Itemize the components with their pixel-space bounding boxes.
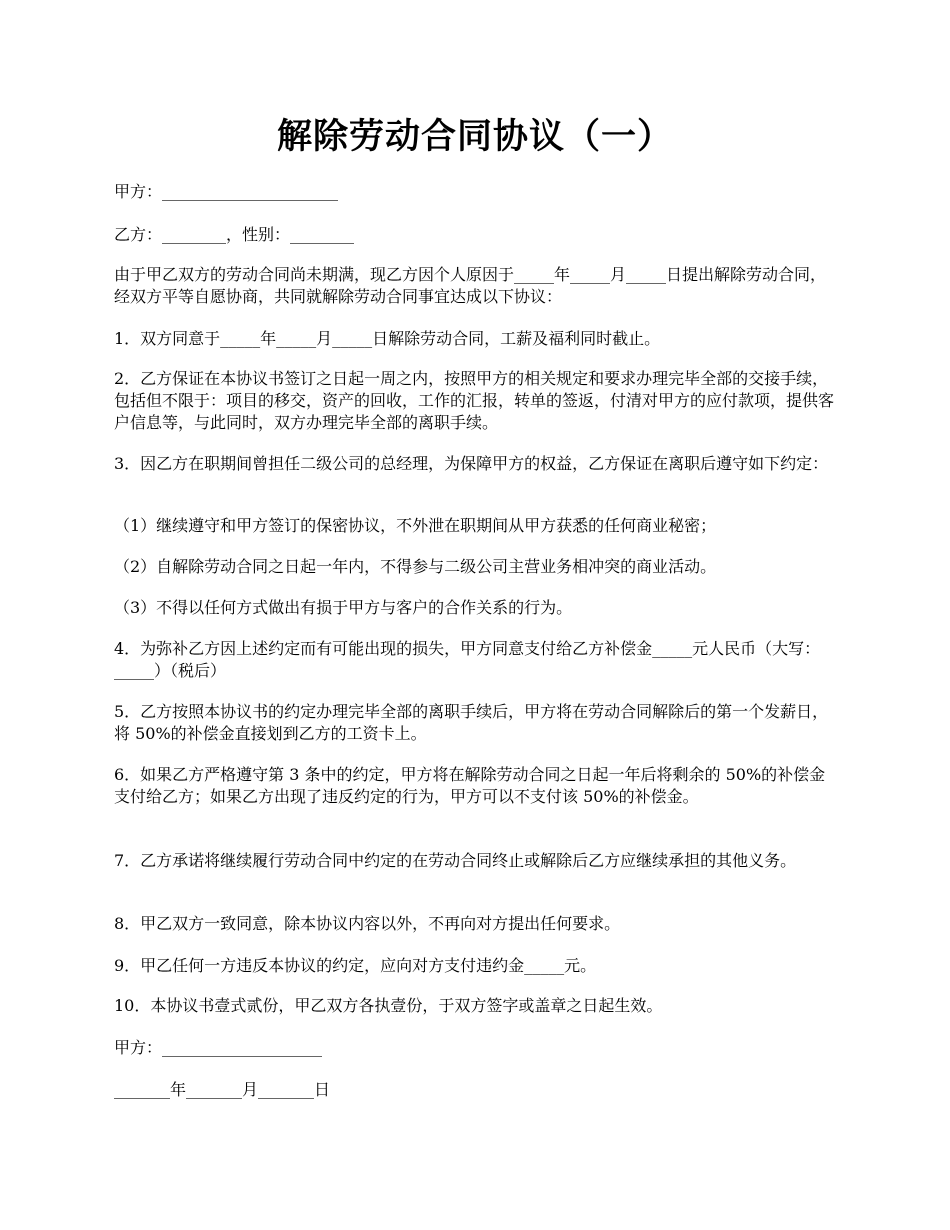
clause-7: 7．乙方承诺将继续履行劳动合同中约定的在劳动合同终止或解除后乙方应继续承担的其他义务。 <box>114 851 797 870</box>
clause-3-item-2: （2）自解除劳动合同之日起一年内，不得参与二级公司主营业务相冲突的商业活动。 <box>114 557 717 576</box>
clause-5: 5．乙方按照本协议书的约定办理完毕全部的离职手续后，甲方将在劳动合同解除后的第一个发薪日，将 50%的补偿金直接划到乙方的工资卡上。 <box>114 702 829 743</box>
clause-3-item-1: （1）继续遵守和甲方签订的保密协议，不外泄在职期间从甲方获悉的任何商业秘密； <box>114 516 717 535</box>
clause-2: 2．乙方保证在本协议书签订之日起一周之内，按照甲方的相关规定和要求办理完毕全部的交接手续，包括但不限于：项目的移交，资产的回收，工作的汇报，转单的签返，付清对甲方的应付款项，提供客户信息等，与此同时，双方办理完毕全部的离职手续。 <box>114 369 835 432</box>
clause-3: 3．因乙方在职期间曾担任二级公司的总经理，为保障甲方的权益，乙方保证在离职后遵守如下约定： <box>114 454 829 473</box>
party-b-line: 乙方：________，性别：________ <box>114 225 355 244</box>
clause-6: 6．如果乙方严格遵守第 3 条中的约定，甲方将在解除劳动合同之日起一年后将剩余的 50%的补偿金支付给乙方；如果乙方出现了违反约定的行为，甲方可以不支付该 50%的补偿金。 <box>114 765 826 806</box>
clause-3-item-3: （3）不得以任何方式做出有损于甲方与客户的合作关系的行为。 <box>114 598 573 617</box>
party-a-line: 甲方：______________________ <box>114 182 339 201</box>
signature-date: _______年_______月_______日 <box>114 1080 331 1099</box>
clause-8: 8．甲乙双方一致同意，除本协议内容以外，不再向对方提出任何要求。 <box>114 914 621 933</box>
clause-9: 9．甲乙任何一方违反本协议的约定，应向对方支付违约金_____元。 <box>114 956 597 975</box>
intro-paragraph: 由于甲乙双方的劳动合同尚未期满，现乙方因个人原因于_____年_____月_____日提出解除劳动合同，经双方平等自愿协商，共同就解除劳动合同事宜达成以下协议： <box>114 265 827 306</box>
signature-party-a: 甲方：____________________ <box>114 1038 323 1057</box>
document-title: 解除劳动合同协议（一） <box>276 116 673 157</box>
clause-4: 4．为弥补乙方因上述约定而有可能出现的损失，甲方同意支付给乙方补偿金_____元人民币（大写：_____）（税后） <box>114 639 821 680</box>
clause-10: 10．本协议书壹式贰份，甲乙双方各执壹份，于双方签字或盖章之日起生效。 <box>114 996 663 1015</box>
clause-1: 1．双方同意于_____年_____月_____日解除劳动合同，工薪及福利同时截止。 <box>114 329 661 348</box>
